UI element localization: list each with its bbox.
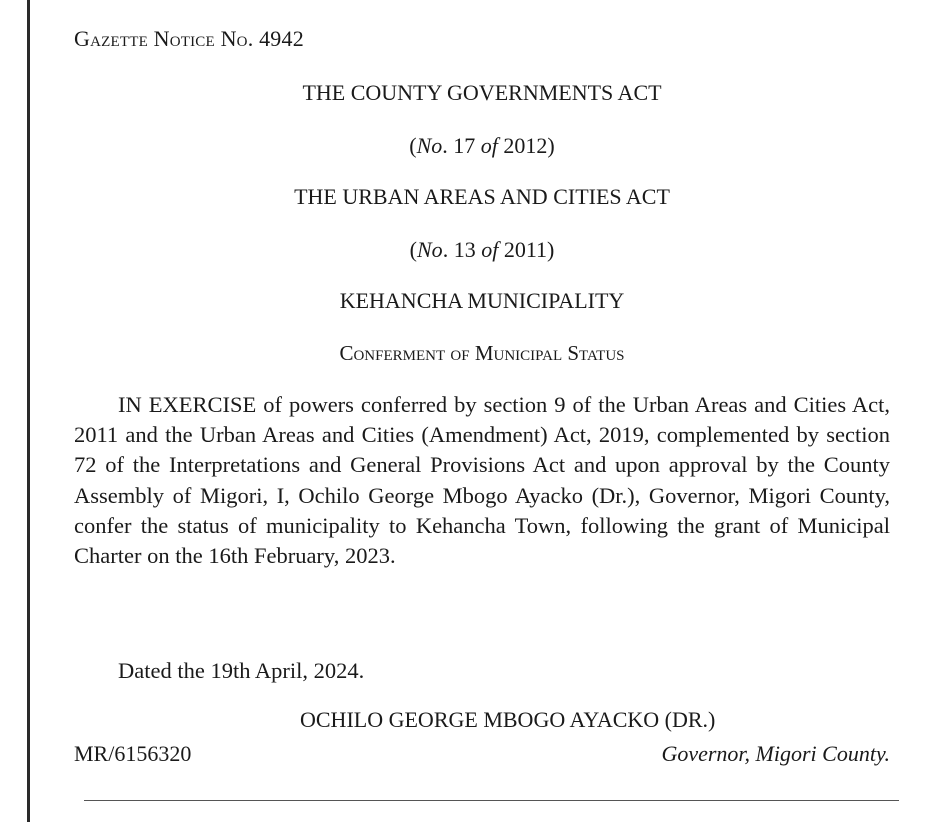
left-margin-rule xyxy=(27,0,30,822)
ref-of: of xyxy=(481,237,499,262)
subject-heading: Conferment of Municipal Status xyxy=(339,341,625,365)
ref-open: ( xyxy=(409,237,417,262)
ref-open: ( xyxy=(409,133,417,158)
ref-year: 2011) xyxy=(498,237,555,262)
act-reference-urban-areas xyxy=(74,237,890,263)
ref-num: . 13 xyxy=(442,237,482,262)
ref-year: 2012) xyxy=(497,133,555,158)
reference-number: MR/6156320 xyxy=(74,741,192,766)
signatory-title: Governor, Migori County. xyxy=(661,741,890,766)
dated-line: Dated the 19th April, 2024. xyxy=(118,658,365,683)
notice-body: IN EXERCISE of powers conferred by section 9 of the Urban Areas and Cities Act, 2011 and the Urban Areas and Cities (Amendment) Act, 2019, complemented by section 72 of the Interpretations and General Provisions Act and upon approval by the County Assembly of Migori, I, Ochilo George Mbogo Ayacko (Dr.), Governor, Migori County, confer the status of municipality to Kehancha Town, following the grant of Municipal Charter on the 16th February, 2023. xyxy=(74,392,890,569)
bottom-divider xyxy=(84,800,899,801)
signatory-name: OCHILO GEORGE MBOGO AYACKO (DR.) xyxy=(300,707,716,732)
notice-number: Gazette Notice No. 4942 xyxy=(74,26,304,51)
ref-no: No xyxy=(416,133,443,158)
ref-of: of xyxy=(480,133,498,158)
ref-no: No xyxy=(417,237,443,262)
act-title-county-governments: THE COUNTY GOVERNMENTS ACT xyxy=(302,80,662,105)
act-title-urban-areas: THE URBAN AREAS AND CITIES ACT xyxy=(294,184,670,209)
act-reference-county-governments xyxy=(74,133,890,159)
ref-num: . 17 xyxy=(442,133,481,158)
municipality-heading: KEHANCHA MUNICIPALITY xyxy=(339,288,625,313)
